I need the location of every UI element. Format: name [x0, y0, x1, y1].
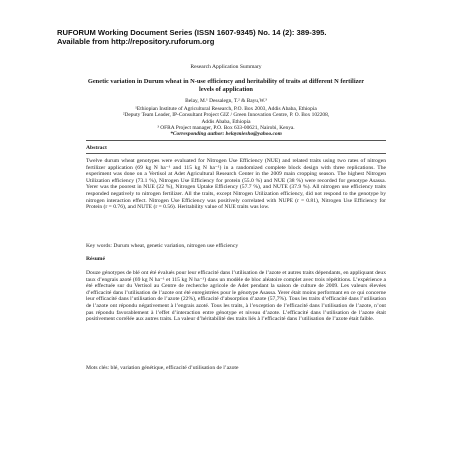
repository-line: Available from http://repository.ruforum.org [57, 37, 215, 46]
affiliation-2-cont: Addis Ababa, Ethiopia [201, 118, 251, 125]
author-block [0, 98, 452, 137]
abstract-text: Twelve durum wheat genotypes were evaluated for Nitrogen Use Efficiency (NUE) and related traits using two rates of nitrogen fertilizer application (69 kg N ha⁻¹ and 115 kg N ha⁻¹) in a randomized complete block design with three replications. The experiment was done on a Vertisol at Adet Agricultural Research Center in the 2009 main cropping season. The highest Nitrogen Utilization efficiency (73.1 %), Nitrogen Use Efficiency for protein (55.0 %) and NUE (38 %) were recorded for genotype Asassa. Yerer was the poorest in NUE (22 %), Nitrogen Uptake Efficiency (57.7 %), and NUTE (37.9 %). All nitrogen use efficiency traits responded negatively to nitrogen fertilizer. All the traits, except Nitrogen Utilization efficiency, did not respond to the genotype by nitrogen interaction effect. Nitrogen Use Efficiency was positively correlated with NUPE (r = 0.81), Nitrogen Use Efficiency for Protein (r = 0.76), and NUTE (r = 0.56). Heritability value of NUE traits was low. [86, 158, 386, 211]
affiliation-3: ³ OFRA Project manager, P.O. Box 633-00621, Nairobi, Kenya. [157, 124, 295, 131]
abstract-keywords: Key words: Durum wheat, genetic variation, nitrogen use efficiency [86, 243, 239, 249]
affiliation-1: ¹Ethiopian Institute of Agricultural Research, P.O. Box 2003, Addis Ababa, Ethiopia [135, 106, 317, 113]
resume-text: Douze génotypes de blé ont été évalués pour leur efficacité dans l’utilisation de l’azote et autres traits dépendants, en appliquant deux taux d’engrais azoté (69 kg N ha⁻¹ et 115 kg N ha⁻¹) dans un modèle de bloc aléatoire complet avec trois répétitions. L’expérience a été effectuée sur du Vertisol au Centre de recherche agricole de Adet pendant la saison de culture de 2009. Les valeurs élevées d’efficacité dans l’utilisation de l’azote ont été enregistrées pour le génotype Asassa. Yerer était moins performant en ce qui concerne leur efficacité dans l’utilisation de l’azote (22%), efficacité d’absorption d’azote (57,7%). Tous les traits d’efficacité dans l’utilisation de l’azote ont répondu négativement à l’engrais azoté. Tous les traits, à l’exception de l’efficacité dans l’utilisation de l’azote, n’ont pas répondu favorablement à l’effet d’interaction entre génotype et niveau d’azote. L’efficacité dans l’utilisation de l’azote était positivement corrélée aux autres traits. La valeur d’héritabilité des traits liés à l’efficacité dans l’utilisation de l’azote était faible. [86, 270, 386, 323]
abstract-heading: Abstract [86, 145, 107, 151]
divider-abstract [86, 153, 386, 154]
author-names: Belay, M.¹ Dessalegn, T.² & Bayu,W.³ [185, 98, 267, 104]
paper-title: Genetic variation in Durum wheat in N-use efficiency and heritability of traits at different N fertilizer levels of application [87, 78, 365, 93]
corresponding-author: *Corresponding author: belaymiesho@yahoo.com [170, 131, 282, 138]
affiliation-2: ²Deputy Team Leader, IP-Consultant Project GIZ / Green Innovation Centre, P. O. Box 102208, [122, 112, 330, 119]
document-header [57, 28, 417, 46]
divider-top [86, 140, 386, 141]
resume-heading: Résumé [86, 256, 105, 262]
resume-keywords: Mots clés: blé, variation génétique, efficacité d’utilisation de l’azote [86, 365, 239, 371]
series-line: RUFORUM Working Document Series (ISSN 1607-9345) No. 14 (2): 389-395. [57, 28, 327, 37]
article-type: Research Application Summary [190, 64, 262, 70]
